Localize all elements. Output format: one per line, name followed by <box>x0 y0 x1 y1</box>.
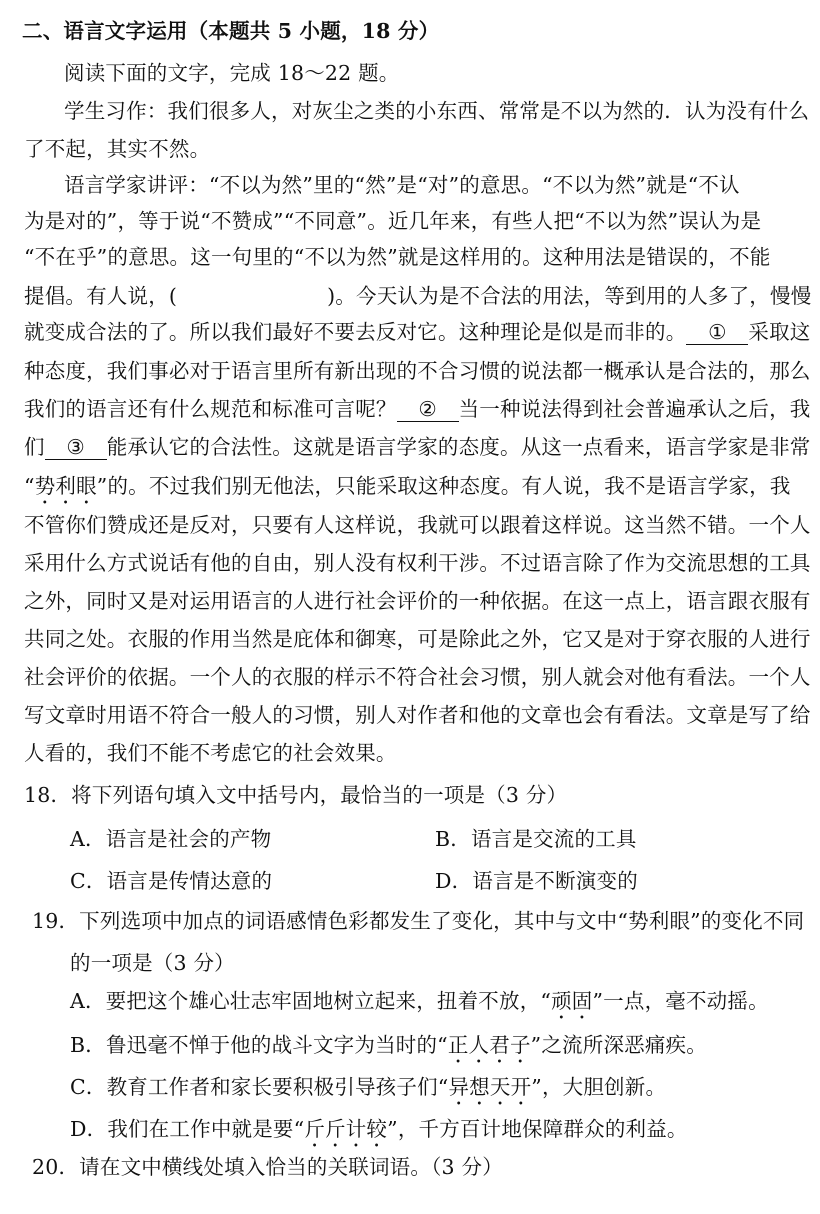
passage-line-3: “不在乎”的意思。这一句里的“不以为然”就是这样用的。这种用法是错误的，不能 <box>24 245 771 269</box>
q19-option-c[interactable] <box>70 1072 820 1110</box>
q19-c-tail: ”，大胆创新。 <box>531 1075 667 1099</box>
passage-line-9a: “ <box>24 474 35 498</box>
passage-line-14: 社会评价的依据。一个人的衣服的样示不符合社会习惯，别人就会对他有看法。一个人 <box>24 665 811 689</box>
passage-line-15: 写文章时用语不符合一般人的习惯，别人对作者和他的文章也会有看法。文章是写了给 <box>24 703 811 727</box>
section-heading: 二、语言文字运用（本题共 5 小题，18 分） <box>22 19 440 43</box>
section-intro: 阅读下面的文字，完成 18～22 题。 <box>64 61 400 85</box>
blank-1[interactable]: ① <box>686 320 748 345</box>
q18-option-d[interactable]: D．语言是不断演变的 <box>435 869 638 893</box>
passage-line-8b: 能承认它的合法性。这就是语言学家的态度。从这一点看来，语言学家是非常 <box>106 435 811 459</box>
passage-line-11: 采用什么方式说话有他的自由，别人没有权利干涉。不过语言除了作为交流思想的工具 <box>24 551 811 575</box>
q19-b-emphasized: 正人君子 <box>447 1033 531 1057</box>
q19-d-emphasized: 斤斤计较 <box>304 1117 388 1141</box>
emphasized-word-shilianyan: 势利眼 <box>34 474 97 498</box>
passage-line-12: 之外，同时又是对运用语言的人进行社会评价的一种依据。在这一点上，语言跟衣服有 <box>24 589 811 613</box>
q18-option-c[interactable]: C．语言是传情达意的 <box>70 869 273 893</box>
blank-3[interactable]: ③ <box>45 435 107 460</box>
passage-line-4a: 提倡。有人说，( <box>24 284 178 308</box>
passage-line-9b: ”的。不过我们别无他法，只能采取这种态度。有人说，我不是语言学家，我 <box>96 474 791 498</box>
student-line-1: 学生习作：我们很多人，对灰尘之类的小东西、常常是不以为然的．认为没有什么 <box>64 99 810 123</box>
passage-line-8a: 们 <box>24 435 45 459</box>
passage-line-8 <box>24 432 820 462</box>
q19-option-b[interactable] <box>70 1030 820 1068</box>
q19-stem-2: 的一项是（3 分） <box>70 951 235 975</box>
q18-option-a[interactable]: A．语言是社会的产物 <box>70 827 272 851</box>
passage-line-7a: 我们的语言还有什么规范和标准可言呢？ <box>24 397 397 421</box>
passage-line-1: 语言学家讲评：“不以为然”里的“然”是“对”的意思。“不以为然”就是“不认 <box>64 173 740 197</box>
passage-line-5 <box>24 317 820 347</box>
q19-b-tail: ”之流所深恶痛疾。 <box>530 1033 707 1057</box>
q18-stem: 18．将下列语句填入文中括号内，最恰当的一项是（3 分） <box>24 783 568 807</box>
q20-stem: 20．请在文中横线处填入恰当的关联词语。（3 分） <box>32 1155 503 1179</box>
passage-line-13: 共同之处。衣服的作用当然是庇体和御寒，可是除此之外，它又是对于穿衣服的人进行 <box>24 627 811 651</box>
blank-2[interactable]: ② <box>397 397 459 422</box>
q19-stem-1: 19．下列选项中加点的词语感情色彩都发生了变化，其中与文中“势利眼”的变化不同 <box>32 909 805 933</box>
q19-b-text: B．鲁迅毫不惮于他的战斗文字为当时的“ <box>70 1033 448 1057</box>
q19-a-tail: ”一点，毫不动摇。 <box>592 989 769 1013</box>
passage-line-7 <box>24 394 820 424</box>
q19-d-text: D．我们在工作中就是要“ <box>70 1117 305 1141</box>
passage-line-9 <box>24 471 820 509</box>
passage-line-4 <box>24 281 820 311</box>
q19-d-tail: ”，千方百计地保障群众的利益。 <box>387 1117 688 1141</box>
passage-line-2: 为是对的”，等于说“不赞成”“不同意”。近几年来，有些人把“不以为然”误认为是 <box>24 209 762 233</box>
q18-option-b[interactable]: B．语言是交流的工具 <box>435 827 637 851</box>
q19-a-text: A．要把这个雄心壮志牢固地树立起来，扭着不放，“ <box>70 989 552 1013</box>
q19-c-emphasized: 异想天开 <box>448 1075 532 1099</box>
passage-line-10: 不管你们赞成还是反对，只要有人这样说，我就可以跟着这样说。这当然不错。一个人 <box>24 513 811 537</box>
passage-line-16: 人看的，我们不能不考虑它的社会效果。 <box>24 741 397 765</box>
q19-option-a[interactable] <box>70 986 820 1024</box>
passage-line-7b: 当一种说法得到社会普遍承认之后，我 <box>458 397 811 421</box>
passage-line-4b: )。今天认为是不合法的用法，等到用的人多了，慢慢 <box>327 284 812 308</box>
student-line-2: 了不起，其实不然。 <box>24 137 211 161</box>
q19-a-emphasized: 顽固 <box>551 989 593 1013</box>
passage-line-6: 种态度，我们事必对于语言里所有新出现的不合习惯的说法都一概承认是合法的，那么 <box>24 359 811 383</box>
q19-c-text: C．教育工作者和家长要积极引导孩子们“ <box>70 1075 449 1099</box>
passage-line-5b: 采取这 <box>748 320 811 344</box>
q19-option-d[interactable] <box>70 1114 820 1152</box>
passage-line-5a: 就变成合法的了。所以我们最好不要去反对它。这种理论是似是而非的。 <box>24 320 687 344</box>
